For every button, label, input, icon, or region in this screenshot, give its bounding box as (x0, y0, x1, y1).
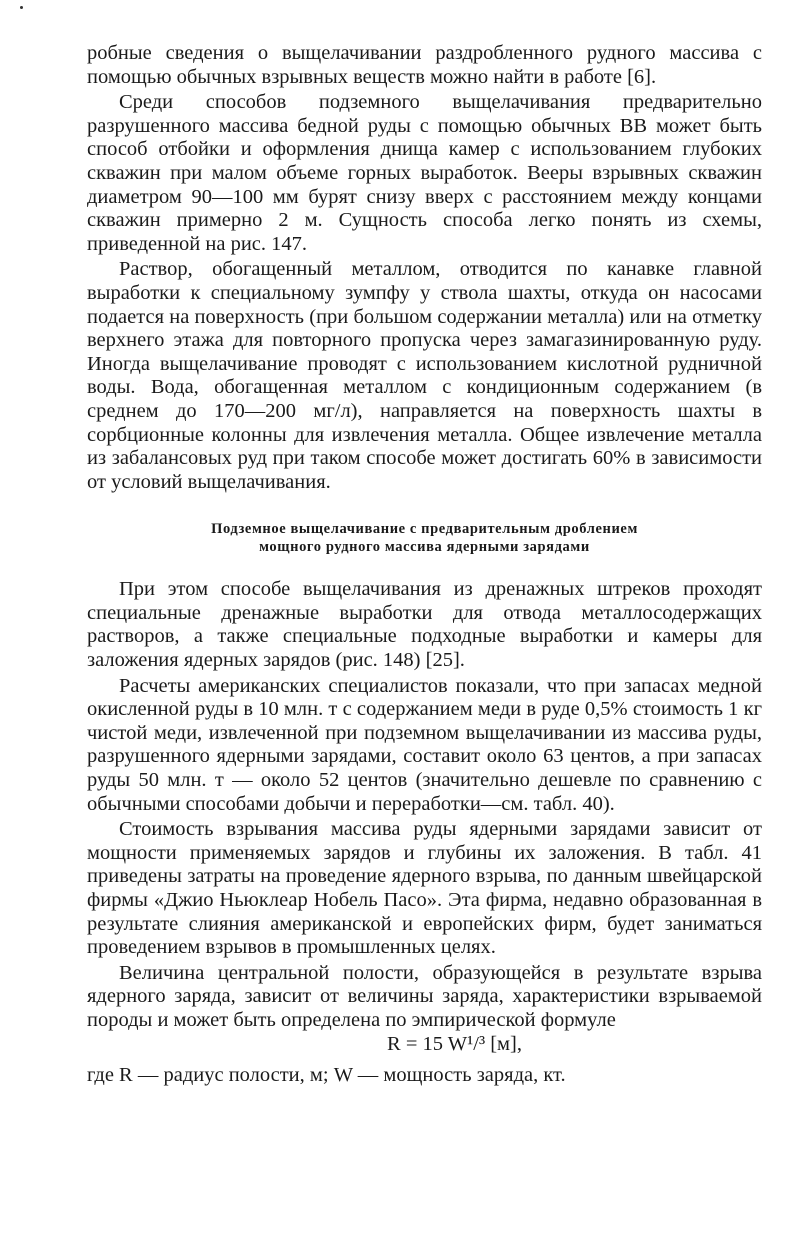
paragraph-6: Стоимость взрывания массива руды ядерными зарядами зависит от мощности применяемых зарядов и глубины их заложения. В табл. 41 приведены затраты на проведение ядерного взрыва, по данным швейцарской фирмы «Джио Ньюклеар Нобель Пасо». Эта фирма, недавно образованная в результате слияния американской и европейских фирм, будет заниматься проведением взрывов в промышленных целях. (87, 818, 762, 959)
section-title-line-1: Подземное выщелачивание с предварительным дроблением (211, 521, 638, 538)
paragraph-1: робные сведения о выщелачивании раздробленного рудного массива с помощью обычных взрывных веществ можно найти в работе [6]. (87, 42, 762, 88)
section-title (87, 520, 762, 556)
paragraph-4: При этом способе выщелачивания из дренажных штреков проходят специальные дренажные выработки для отвода металлосодержащих растворов, а также специальные подходные выработки и камеры для заложения ядерных зарядов (рис. 148) [25]. (87, 578, 762, 672)
formula: R = 15 W¹/³ [м], (387, 1032, 522, 1055)
formula-legend: где R — радиус полости, м; W — мощность заряда, кт. (87, 1064, 566, 1087)
paragraph-2: Среди способов подземного выщелачивания предварительно разрушенного массива бедной руды с помощью обычных ВВ может быть способ отбойки и оформления днища камер с использованием глубоких скважин при малом объеме горных выработок. Вееры взрывных скважин диаметром 90—100 мм бурят снизу вверх с расстоянием между концами скважин примерно 2 м. Сущность способа легко понять из схемы, приведенной на рис. 147. (87, 91, 762, 255)
document-page (87, 42, 762, 1088)
paragraph-7: Величина центральной полости, образующейся в результате взрыва ядерного заряда, зависит от величины заряда, характеристики взрываемой породы и может быть определена по эмпирической формуле (87, 961, 762, 1031)
section-title-line-2: мощного рудного массива ядерными зарядами (259, 539, 590, 556)
paragraph-3: Раствор, обогащенный металлом, отводится по канавке главной выработки к специальному зумпфу у ствола шахты, откуда он насосами подается на поверхность (при большом содержании металла) или на отметку верхнего этажа для повторного пропуска через замагазинированную руду. Иногда выщелачивание проводят с использованием кислотной рудничной воды. Вода, обогащенная металлом с кондиционным содержанием (в среднем до 170—200 мг/л), направляется на поверхность шахты в сорбционные колонны для извлечения металла. Общее извлечение металла из забалансовых руд при таком способе может достигать 60% в зависимости от условий выщелачивания. (87, 258, 762, 493)
scan-mark (20, 6, 23, 9)
paragraph-5: Расчеты американских специалистов показали, что при запасах медной окисленной руды в 10 млн. т с содержанием меди в руде 0,5% стоимость 1 кг чистой меди, извлеченной при подземном выщелачивании из массива руды, разрушенного ядерными зарядами, составит около 63 центов, а при запасах руды 50 млн. т — около 52 центов (значительно дешевле по сравнению с обычными способами добычи и переработки—см. табл. 40). (87, 674, 762, 815)
